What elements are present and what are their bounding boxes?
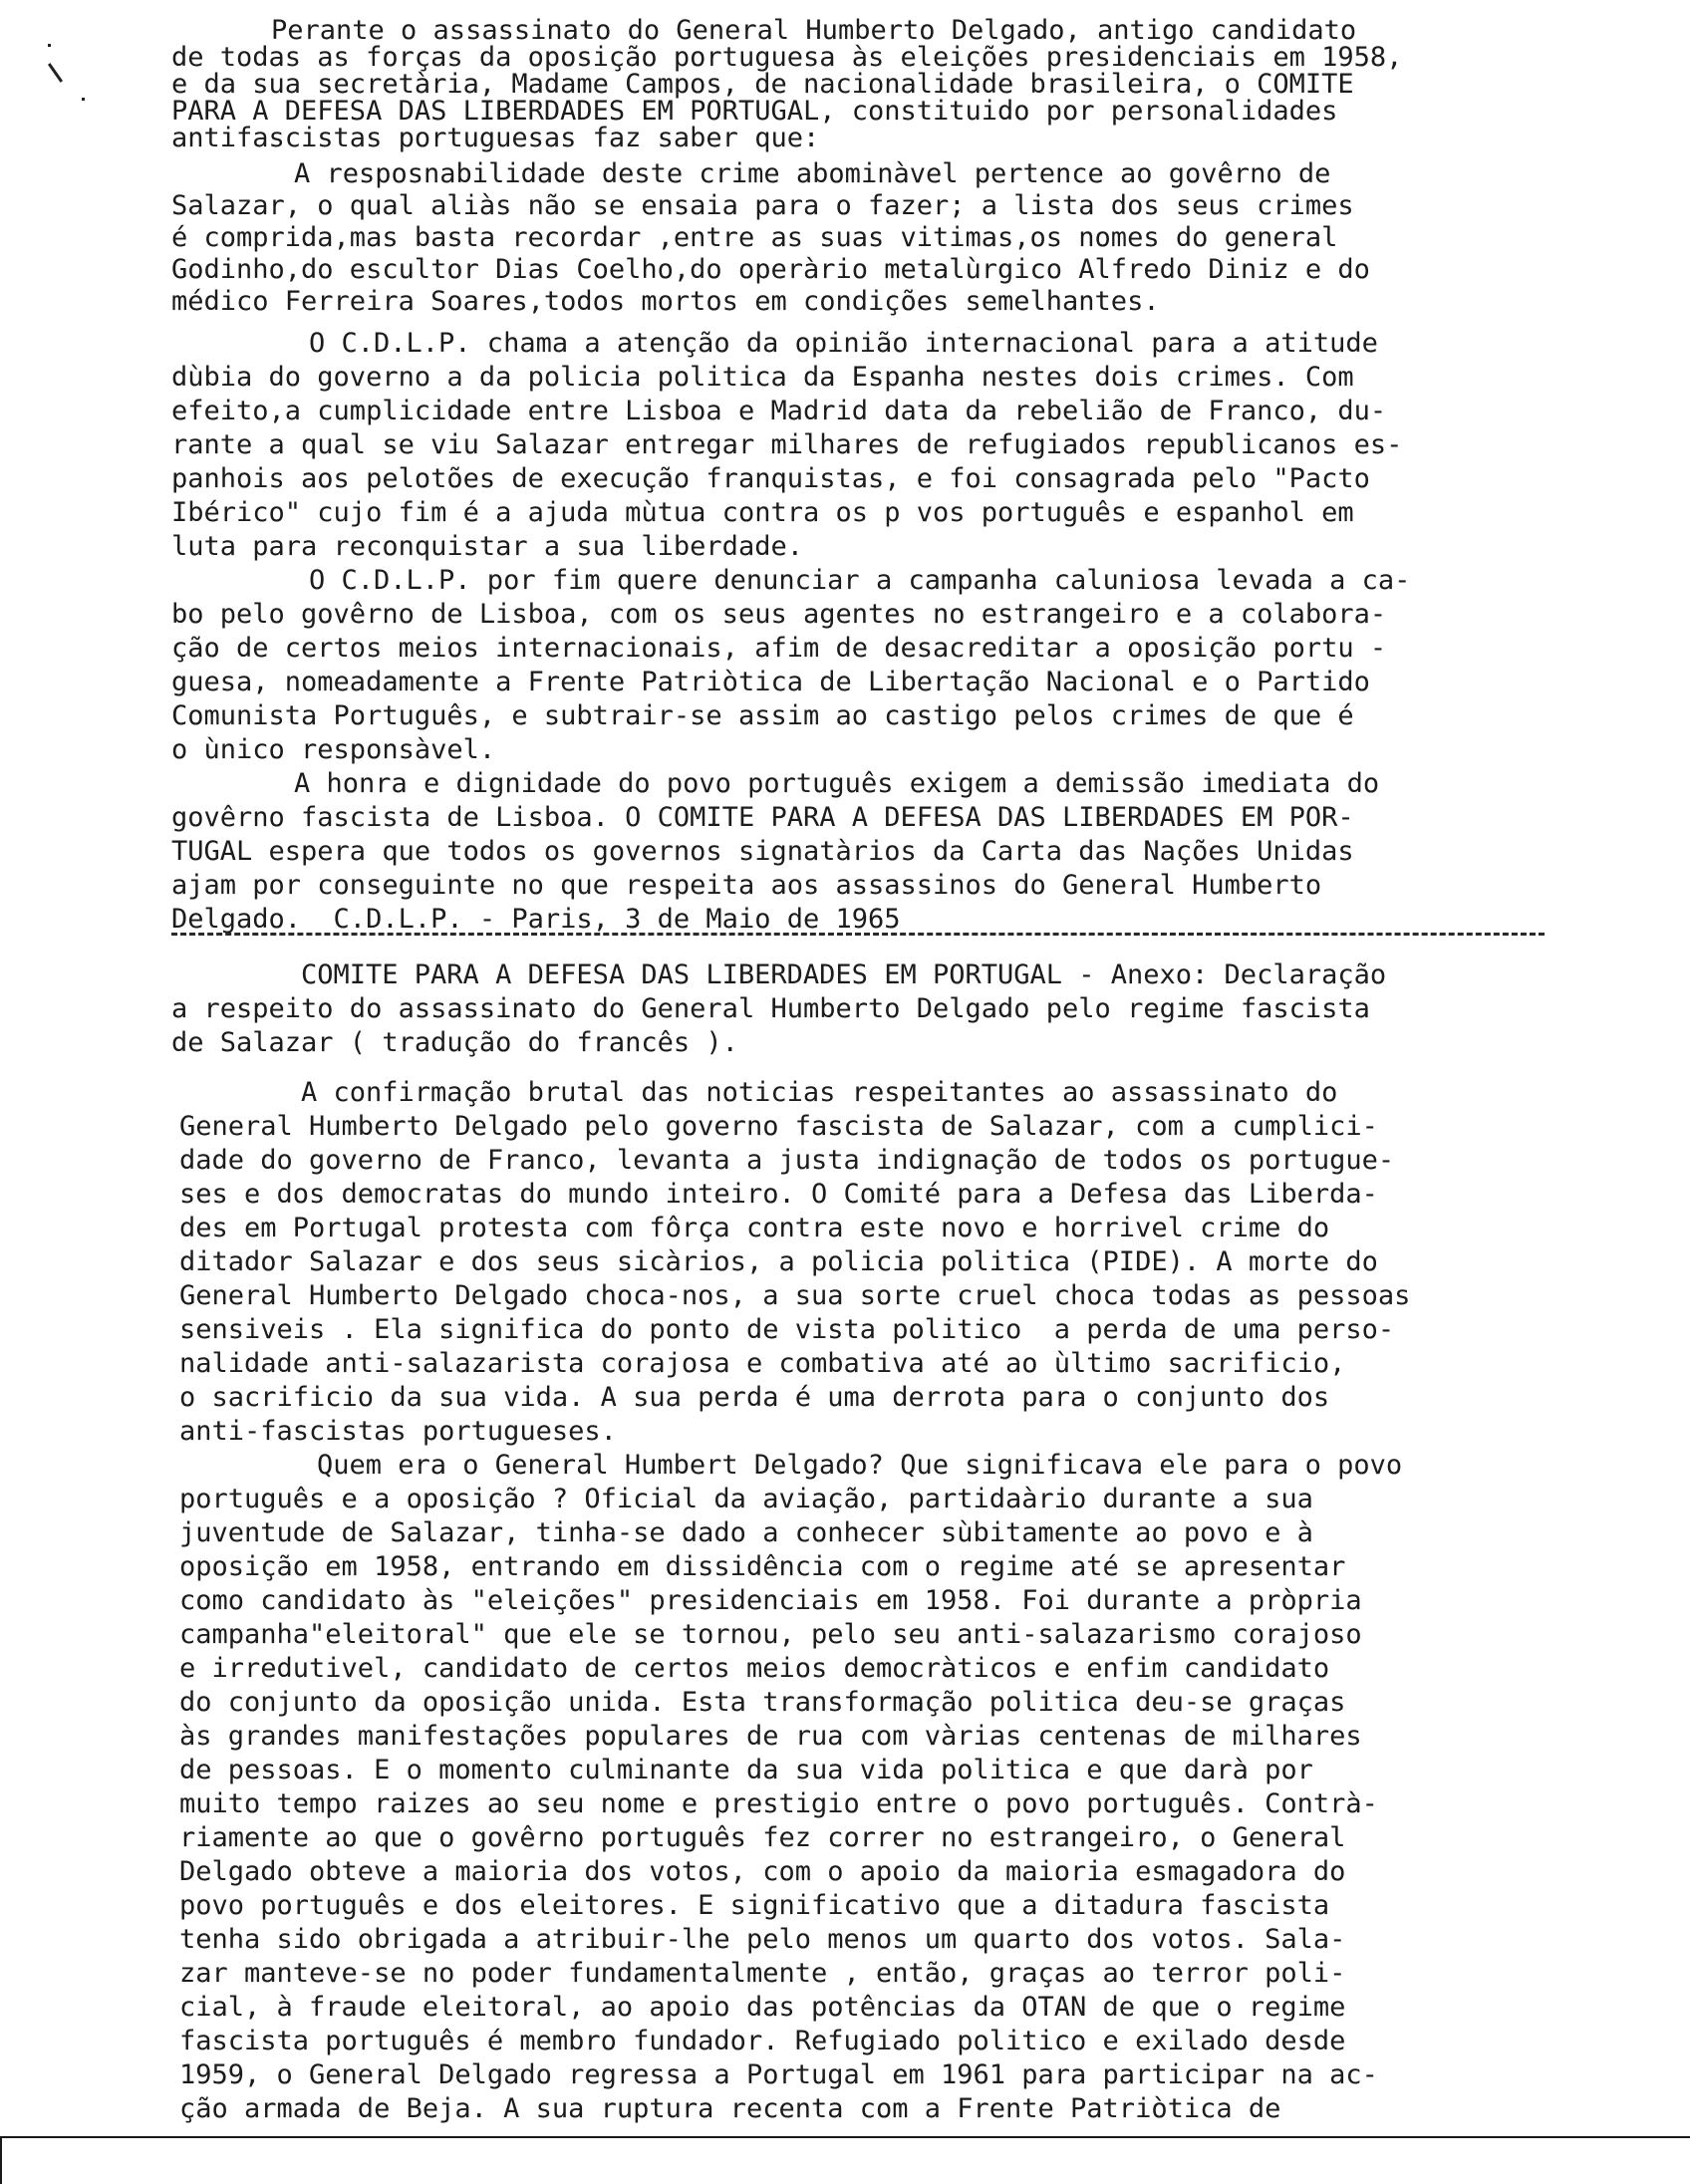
paragraph-line: bo pelo govêrno de Lisboa, com os seus agentes no estrangeiro e a colabora- xyxy=(171,599,1387,630)
paragraph-line: ajam por conseguinte no que respeita aos assassinos do General Humberto xyxy=(171,870,1322,901)
annex-heading-line: a respeito do assassinato do General Humberto Delgado pelo regime fascista xyxy=(171,993,1370,1024)
paragraph-line: médico Ferreira Soares,todos mortos em condições semelhantes. xyxy=(171,286,1160,317)
paragraph-line: A resposnabilidade deste crime abominàvel pertence ao govêrno de xyxy=(294,158,1331,189)
paragraph-line: Comunista Português, e subtrair-se assim ao castigo pelos crimes de que é xyxy=(171,700,1354,731)
paragraph-line: rante a qual se viu Salazar entregar milhares de refugiados republicanos es- xyxy=(171,429,1403,460)
paragraph-line: tenha sido obrigada a atribuir-lhe pelo menos um quarto dos votos. Sala- xyxy=(179,1924,1346,1955)
page-corner-edge xyxy=(0,2136,2,2184)
paragraph-line: des em Portugal protesta com fôrça contra este novo e horrivel crime do xyxy=(179,1213,1330,1243)
paragraph-line: e irredutivel, candidato de certos meios democràticos e enfim candidato xyxy=(179,1653,1330,1684)
paragraph-line: Quem era o General Humbert Delgado? Que significava ele para o povo xyxy=(317,1450,1403,1481)
paragraph-line: riamente ao que o govêrno português fez correr no estrangeiro, o General xyxy=(179,1822,1346,1853)
margin-mark-1 xyxy=(48,44,51,47)
paragraph-line: Godinho,do escultor Dias Coelho,do operàrio metalùrgico Alfredo Diniz e do xyxy=(171,254,1370,285)
paragraph-line: oposição em 1958, entrando em dissidência com o regime até se apresentar xyxy=(179,1551,1346,1582)
page-bottom-edge xyxy=(0,2136,1690,2138)
paragraph-line: ses e dos democratas do mundo inteiro. O Comité para a Defesa das Liberda- xyxy=(179,1179,1378,1210)
margin-mark-3 xyxy=(82,98,85,101)
paragraph-line: cial, à fraude eleitoral, ao apoio das potências da OTAN de que o regime xyxy=(179,1992,1346,2023)
paragraph-line: ção armada de Beja. A sua ruptura recenta com a Frente Patriòtica de xyxy=(179,2093,1281,2124)
paragraph-line: antifascistas portuguesas faz saber que: xyxy=(171,123,820,153)
paragraph-line: o ùnico responsàvel. xyxy=(171,734,496,765)
paragraph-line: 1959, o General Delgado regressa a Portugal em 1961 para participar na ac- xyxy=(179,2059,1378,2090)
paragraph-line: de todas as forças da oposição portuguesa às eleições presidenciais em 1958, xyxy=(171,42,1403,73)
paragraph-line: do conjunto da oposição unida. Esta transformação politica deu-se graças xyxy=(179,1687,1346,1718)
paragraph-line: nalidade anti-salazarista corajosa e combativa até ao ùltimo sacrificio, xyxy=(179,1348,1346,1379)
paragraph-line: fascista português é membro fundador. Refugiado politico e exilado desde xyxy=(179,2026,1346,2056)
paragraph-line: muito tempo raizes ao seu nome e prestigio entre o povo português. Contrà- xyxy=(179,1788,1378,1819)
paragraph-line: português e a oposição ? Oficial da aviação, partidaàrio durante a sua xyxy=(179,1484,1313,1514)
paragraph-line: dùbia do governo a da policia politica da Espanha nestes dois crimes. Com xyxy=(171,362,1354,393)
paragraph-line: Ibérico" cujo fim é a ajuda mùtua contra os p vos português e espanhol em xyxy=(171,497,1354,528)
paragraph-line: General Humberto Delgado pelo governo fascista de Salazar, com a cumplici- xyxy=(179,1111,1378,1142)
paragraph-line: povo português e dos eleitores. E significativo que a ditadura fascista xyxy=(179,1890,1330,1921)
annex-heading-line: de Salazar ( tradução do francês ). xyxy=(171,1027,738,1058)
paragraph-line: O C.D.L.P. chama a atenção da opinião internacional para a atitude xyxy=(309,328,1378,359)
paragraph-line: Delgado obteve a maioria dos votos, com o apoio da maioria esmagadora do xyxy=(179,1856,1346,1887)
paragraph-line: panhois aos pelotões de execução franquistas, e foi consagrada pelo "Pacto xyxy=(171,463,1370,494)
paragraph-line: e da sua secretària, Madame Campos, de nacionalidade brasileira, o COMITE xyxy=(171,69,1354,100)
paragraph-line: TUGAL espera que todos os governos signatàrios da Carta das Nações Unidas xyxy=(171,836,1354,867)
paragraph-line: é comprida,mas basta recordar ,entre as suas vitimas,os nomes do general xyxy=(171,222,1338,253)
paragraph-line: juventude de Salazar, tinha-se dado a conhecer sùbitamente ao povo e à xyxy=(179,1517,1313,1548)
paragraph-line: dade do governo de Franco, levanta a justa indignação de todos os portugue- xyxy=(179,1145,1395,1176)
paragraph-line: PARA A DEFESA DAS LIBERDADES EM PORTUGAL, constituido por personalidades xyxy=(171,96,1338,127)
paragraph-line: sensiveis . Ela significa do ponto de vista politico a perda de uma perso- xyxy=(179,1314,1395,1345)
paragraph-line: ção de certos meios internacionais, afim de desacreditar a oposição portu - xyxy=(171,633,1387,664)
paragraph-line: General Humberto Delgado choca-nos, a sua sorte cruel choca todas as pessoas xyxy=(179,1280,1411,1311)
paragraph-line: Salazar, o qual aliàs não se ensaia para o fazer; a lista dos seus crimes xyxy=(171,190,1354,221)
paragraph-line: A confirmação brutal das noticias respeitantes ao assassinato do xyxy=(301,1077,1338,1108)
paragraph-line: Perante o assassinato do General Humberto Delgado, antigo candidato xyxy=(271,15,1357,46)
paragraph-line: luta para reconquistar a sua liberdade. xyxy=(171,531,803,562)
annex-heading-line: COMITE PARA A DEFESA DAS LIBERDADES EM PORTUGAL - Anexo: Declaração xyxy=(301,959,1387,990)
paragraph-line: ditador Salazar e dos seus sicàrios, a policia politica (PIDE). A morte do xyxy=(179,1246,1378,1277)
signature-line: Delgado. C.D.L.P. - Paris, 3 de Maio de 1965 xyxy=(171,904,901,935)
paragraph-line: zar manteve-se no poder fundamentalmente , então, graças ao terror poli- xyxy=(179,1958,1346,1989)
paragraph-line: anti-fascistas portugueses. xyxy=(179,1416,617,1447)
section-divider xyxy=(171,933,1545,936)
paragraph-line: de pessoas. E o momento culminante da sua vida politica e que darà por xyxy=(179,1755,1313,1785)
paragraph-line: efeito,a cumplicidade entre Lisboa e Madrid data da rebelião de Franco, du- xyxy=(171,396,1387,426)
paragraph-line: campanha"eleitoral" que ele se tornou, pelo seu anti-salazarismo corajoso xyxy=(179,1619,1362,1650)
paragraph-line: como candidato às "eleições" presidenciais em 1958. Foi durante a pròpria xyxy=(179,1585,1362,1616)
margin-mark-2 xyxy=(48,63,63,83)
paragraph-line: O C.D.L.P. por fim quere denunciar a campanha caluniosa levada a ca- xyxy=(309,565,1411,596)
paragraph-line: govêrno fascista de Lisboa. O COMITE PARA A DEFESA DAS LIBERDADES EM POR- xyxy=(171,802,1354,833)
paragraph-line: o sacrificio da sua vida. A sua perda é uma derrota para o conjunto dos xyxy=(179,1382,1330,1413)
paragraph-line: guesa, nomeadamente a Frente Patriòtica de Libertação Nacional e o Partido xyxy=(171,667,1370,697)
paragraph-line: às grandes manifestações populares de rua com vàrias centenas de milhares xyxy=(179,1721,1362,1752)
paragraph-line: A honra e dignidade do povo português exigem a demissão imediata do xyxy=(294,768,1380,799)
